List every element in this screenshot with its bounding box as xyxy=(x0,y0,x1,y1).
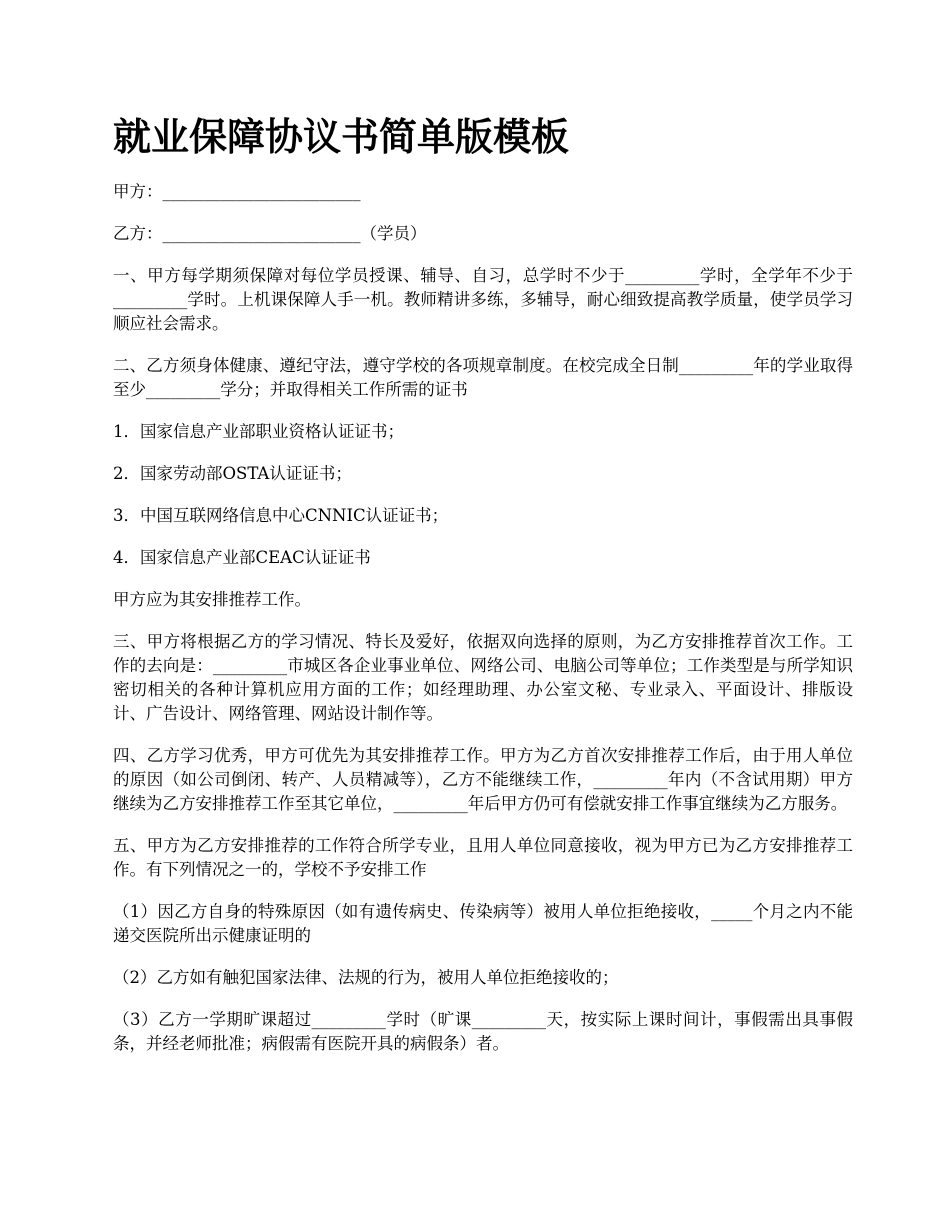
certificate-item-2: 2．国家劳动部OSTA认证证书； xyxy=(113,464,352,483)
exclusion-item-1: （1）因乙方自身的特殊原因（如有遗传病史、传染病等）被用人单位拒绝接收，_____个月之内不能递交医院所出示健康证明的 xyxy=(113,902,853,945)
document-title: 就业保障协议书简单版模板 xyxy=(113,114,570,159)
clause-3: 三、甲方将根据乙方的学习情况、特长及爱好，依据双向选择的原则，为乙方安排推荐首次工作。工作的去向是：_________市城区各企业事业单位、网络公司、电脑公司等单位；工作类型是与所学知识密切相关的各种计算机应用方面的工作；如经理助理、办公室文秘、专业录入、平面设计、排版设计、广告设计、网络管理、网站设计制作等。 xyxy=(113,632,853,723)
certificate-item-4: 4．国家信息产业部CEAC认证证书 xyxy=(113,548,371,567)
clause-1: 一、甲方每学期须保障对每位学员授课、辅导、自习，总学时不少于_________学时，全学年不少于_________学时。上机课保障人手一机。教师精讲多练，多辅导，耐心细致提高教学质量，使学员学习顺应社会需求。 xyxy=(113,266,853,333)
clause-5: 五、甲方为乙方安排推荐的工作符合所学专业，且用人单位同意接收，视为甲方已为乙方安排推荐工作。有下列情况之一的，学校不予安排工作 xyxy=(113,836,853,879)
clause-4: 四、乙方学习优秀，甲方可优先为其安排推荐工作。甲方为乙方首次安排推荐工作后，由于用人单位的原因（如公司倒闭、转产、人员精减等），乙方不能继续工作，_________年内（不含试用期）甲方继续为乙方安排推荐工作至其它单位，_________年后甲方仍可有偿就安排工作事宜继续为乙方服务。 xyxy=(113,746,853,813)
job-arrangement-note: 甲方应为其安排推荐工作。 xyxy=(113,590,311,609)
certificate-item-3: 3．中国互联网络信息中心CNNIC认证证书； xyxy=(113,506,449,525)
exclusion-item-2: （2）乙方如有触犯国家法律、法规的行为，被用人单位拒绝接收的； xyxy=(113,968,619,987)
party-a-line: 甲方：________________________ xyxy=(113,182,361,201)
exclusion-item-3: （3）乙方一学期旷课超过_________学时（旷课_________天，按实际上课时间计，事假需出具事假条，并经老师批准；病假需有医院开具的病假条）者。 xyxy=(113,1010,853,1053)
document-body xyxy=(113,180,853,1074)
certificate-item-1: 1．国家信息产业部职业资格认证证书； xyxy=(113,422,404,441)
party-b-line: 乙方：________________________（学员） xyxy=(113,224,427,243)
clause-2: 二、乙方须身体健康、遵纪守法，遵守学校的各项规章制度。在校完成全日制_________年的学业取得至少_________学分；并取得相关工作所需的证书 xyxy=(113,356,853,399)
